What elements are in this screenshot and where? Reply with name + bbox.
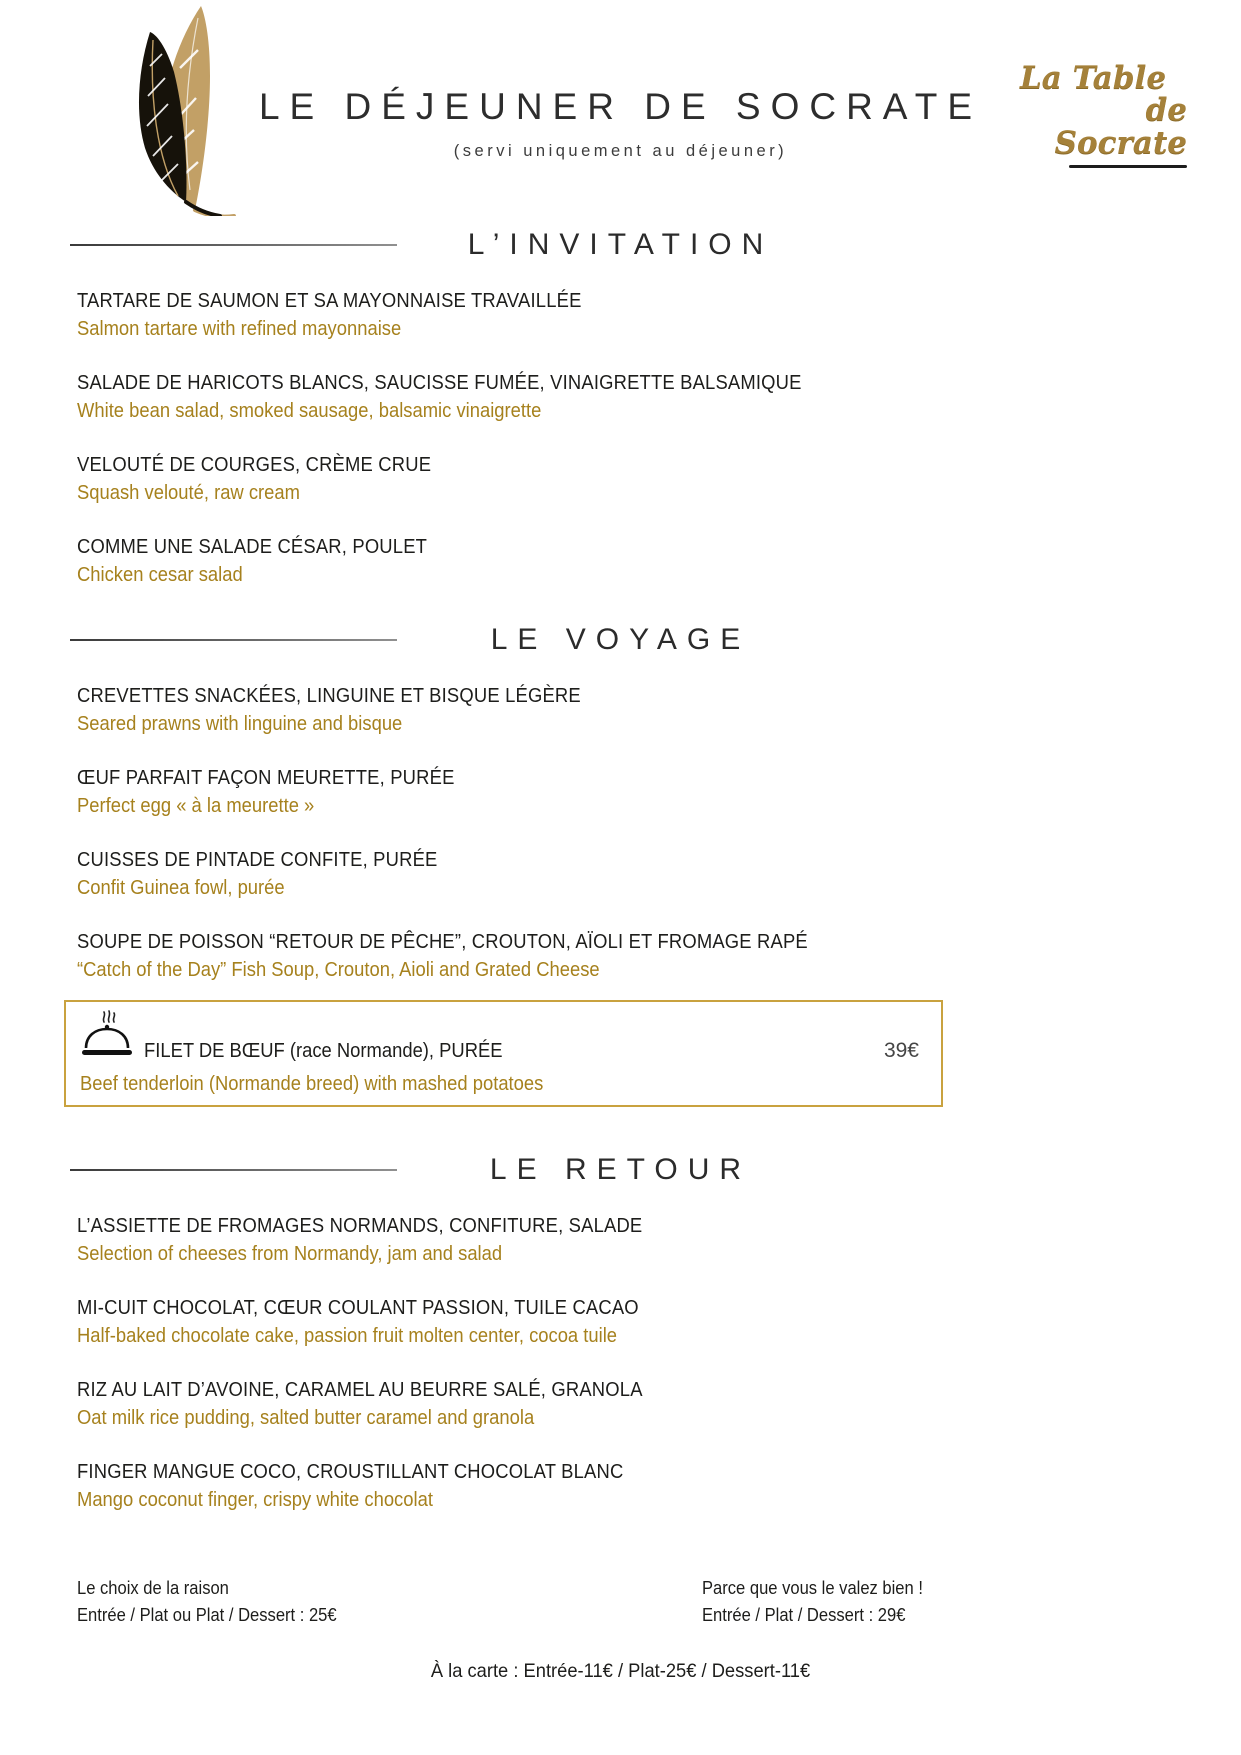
section-header <box>77 225 1164 265</box>
section-rule <box>70 1169 397 1171</box>
section-rule <box>70 244 397 246</box>
item-name: COMME UNE SALADE CÉSAR, POULET <box>77 536 428 558</box>
pricing-right <box>702 1575 942 1629</box>
item-name: SALADE DE HARICOTS BLANCS, SAUCISSE FUMÉE, VINAIGRETTE BALSAMIQUE <box>77 372 802 394</box>
section-title: LE VOYAGE <box>490 623 751 656</box>
section-items <box>77 288 1164 588</box>
cloche-icon <box>80 1008 134 1065</box>
item-name: RIZ AU LAIT D’AVOINE, CARAMEL AU BEURRE SALÉ, GRANOLA <box>77 1379 643 1401</box>
section-voyage <box>77 620 1164 1107</box>
section-header <box>77 1150 1164 1190</box>
section-title: LE RETOUR <box>489 1153 752 1186</box>
page-subtitle: (servi uniquement au déjeuner) <box>453 142 788 160</box>
menu-item <box>77 929 1164 983</box>
featured-dish-box <box>64 1000 943 1107</box>
section-invitation <box>77 225 1164 588</box>
page-header <box>0 0 1241 230</box>
item-desc: Oat milk rice pudding, salted butter caramel and granola <box>77 1407 535 1429</box>
brand-underline <box>1069 165 1187 168</box>
menus-pricing <box>77 1575 1164 1629</box>
featured-dish-desc: Beef tenderloin (Normande breed) with mashed potatoes <box>80 1073 544 1095</box>
item-desc: Salmon tartare with refined mayonnaise <box>77 318 402 340</box>
item-desc: Mango coconut finger, crispy white chocolat <box>77 1489 433 1511</box>
page-title: LE DÉJEUNER DE SOCRATE <box>258 86 983 127</box>
item-desc: Seared prawns with linguine and bisque <box>77 713 403 735</box>
item-name: ŒUF PARFAIT FAÇON MEURETTE, PURÉE <box>77 767 455 789</box>
item-desc: Confit Guinea fowl, purée <box>77 877 285 899</box>
a-la-carte-pricing: À la carte : Entrée-11€ / Plat-25€ / Dessert-11€ <box>430 1660 811 1682</box>
item-desc: Half-baked chocolate cake, passion fruit molten center, cocoa tuile <box>77 1325 618 1347</box>
menu-item <box>77 683 1164 737</box>
pricing-right-title: Parce que vous le valez bien ! <box>702 1578 923 1598</box>
item-name: CREVETTES SNACKÉES, LINGUINE ET BISQUE LÉGÈRE <box>77 685 581 707</box>
section-items <box>77 1213 1164 1513</box>
menu-item <box>77 370 1164 424</box>
pricing-right-formula: Entrée / Plat / Dessert : 29€ <box>702 1605 906 1625</box>
featured-dish-name: FILET DE BŒUF (race Normande), PURÉE <box>144 1040 503 1062</box>
brand-line2: de Socrate <box>1054 92 1187 161</box>
item-desc: Chicken cesar salad <box>77 564 243 586</box>
item-name: FINGER MANGUE COCO, CROUSTILLANT CHOCOLAT BLANC <box>77 1461 624 1483</box>
item-name: MI-CUIT CHOCOLAT, CŒUR COULANT PASSION, TUILE CACAO <box>77 1297 639 1319</box>
section-items <box>77 683 1164 983</box>
section-rule <box>70 639 397 641</box>
featured-dish-price: 39€ <box>883 1039 919 1062</box>
menu-item <box>77 288 1164 342</box>
item-name: SOUPE DE POISSON “RETOUR DE PÊCHE”, CROUTON, AÏOLI ET FROMAGE RAPÉ <box>77 931 808 953</box>
item-desc: Selection of cheeses from Normandy, jam and salad <box>77 1243 503 1265</box>
brand-line1: La Table <box>1020 60 1167 96</box>
pricing-left-title: Le choix de la raison <box>77 1578 229 1598</box>
menu-item <box>77 1377 1164 1431</box>
item-desc: White bean salad, smoked sausage, balsamic vinaigrette <box>77 400 542 422</box>
menu-item <box>77 1459 1164 1513</box>
menu-item <box>77 534 1164 588</box>
item-name: VELOUTÉ DE COURGES, CRÈME CRUE <box>77 454 432 476</box>
menu-item <box>77 1213 1164 1267</box>
section-title: L’INVITATION <box>467 228 774 261</box>
featured-dish-row <box>80 1008 919 1065</box>
menu-content <box>0 225 1241 1683</box>
brand-logo <box>1014 62 1189 168</box>
section-retour <box>77 1150 1164 1513</box>
item-name: CUISSES DE PINTADE CONFITE, PURÉE <box>77 849 438 871</box>
section-header <box>77 620 1164 660</box>
menu-item <box>77 847 1164 901</box>
item-name: L’ASSIETTE DE FROMAGES NORMANDS, CONFITURE, SALADE <box>77 1215 643 1237</box>
menu-item <box>77 765 1164 819</box>
menu-item <box>77 1295 1164 1349</box>
item-name: TARTARE DE SAUMON ET SA MAYONNAISE TRAVAILLÉE <box>77 290 582 312</box>
item-desc: Squash velouté, raw cream <box>77 482 300 504</box>
item-desc: “Catch of the Day” Fish Soup, Crouton, Aioli and Grated Cheese <box>77 959 600 981</box>
menu-item <box>77 452 1164 506</box>
item-desc: Perfect egg « à la meurette » <box>77 795 315 817</box>
pricing-left <box>77 1575 702 1629</box>
pricing-left-formula: Entrée / Plat ou Plat / Dessert : 25€ <box>77 1605 337 1625</box>
